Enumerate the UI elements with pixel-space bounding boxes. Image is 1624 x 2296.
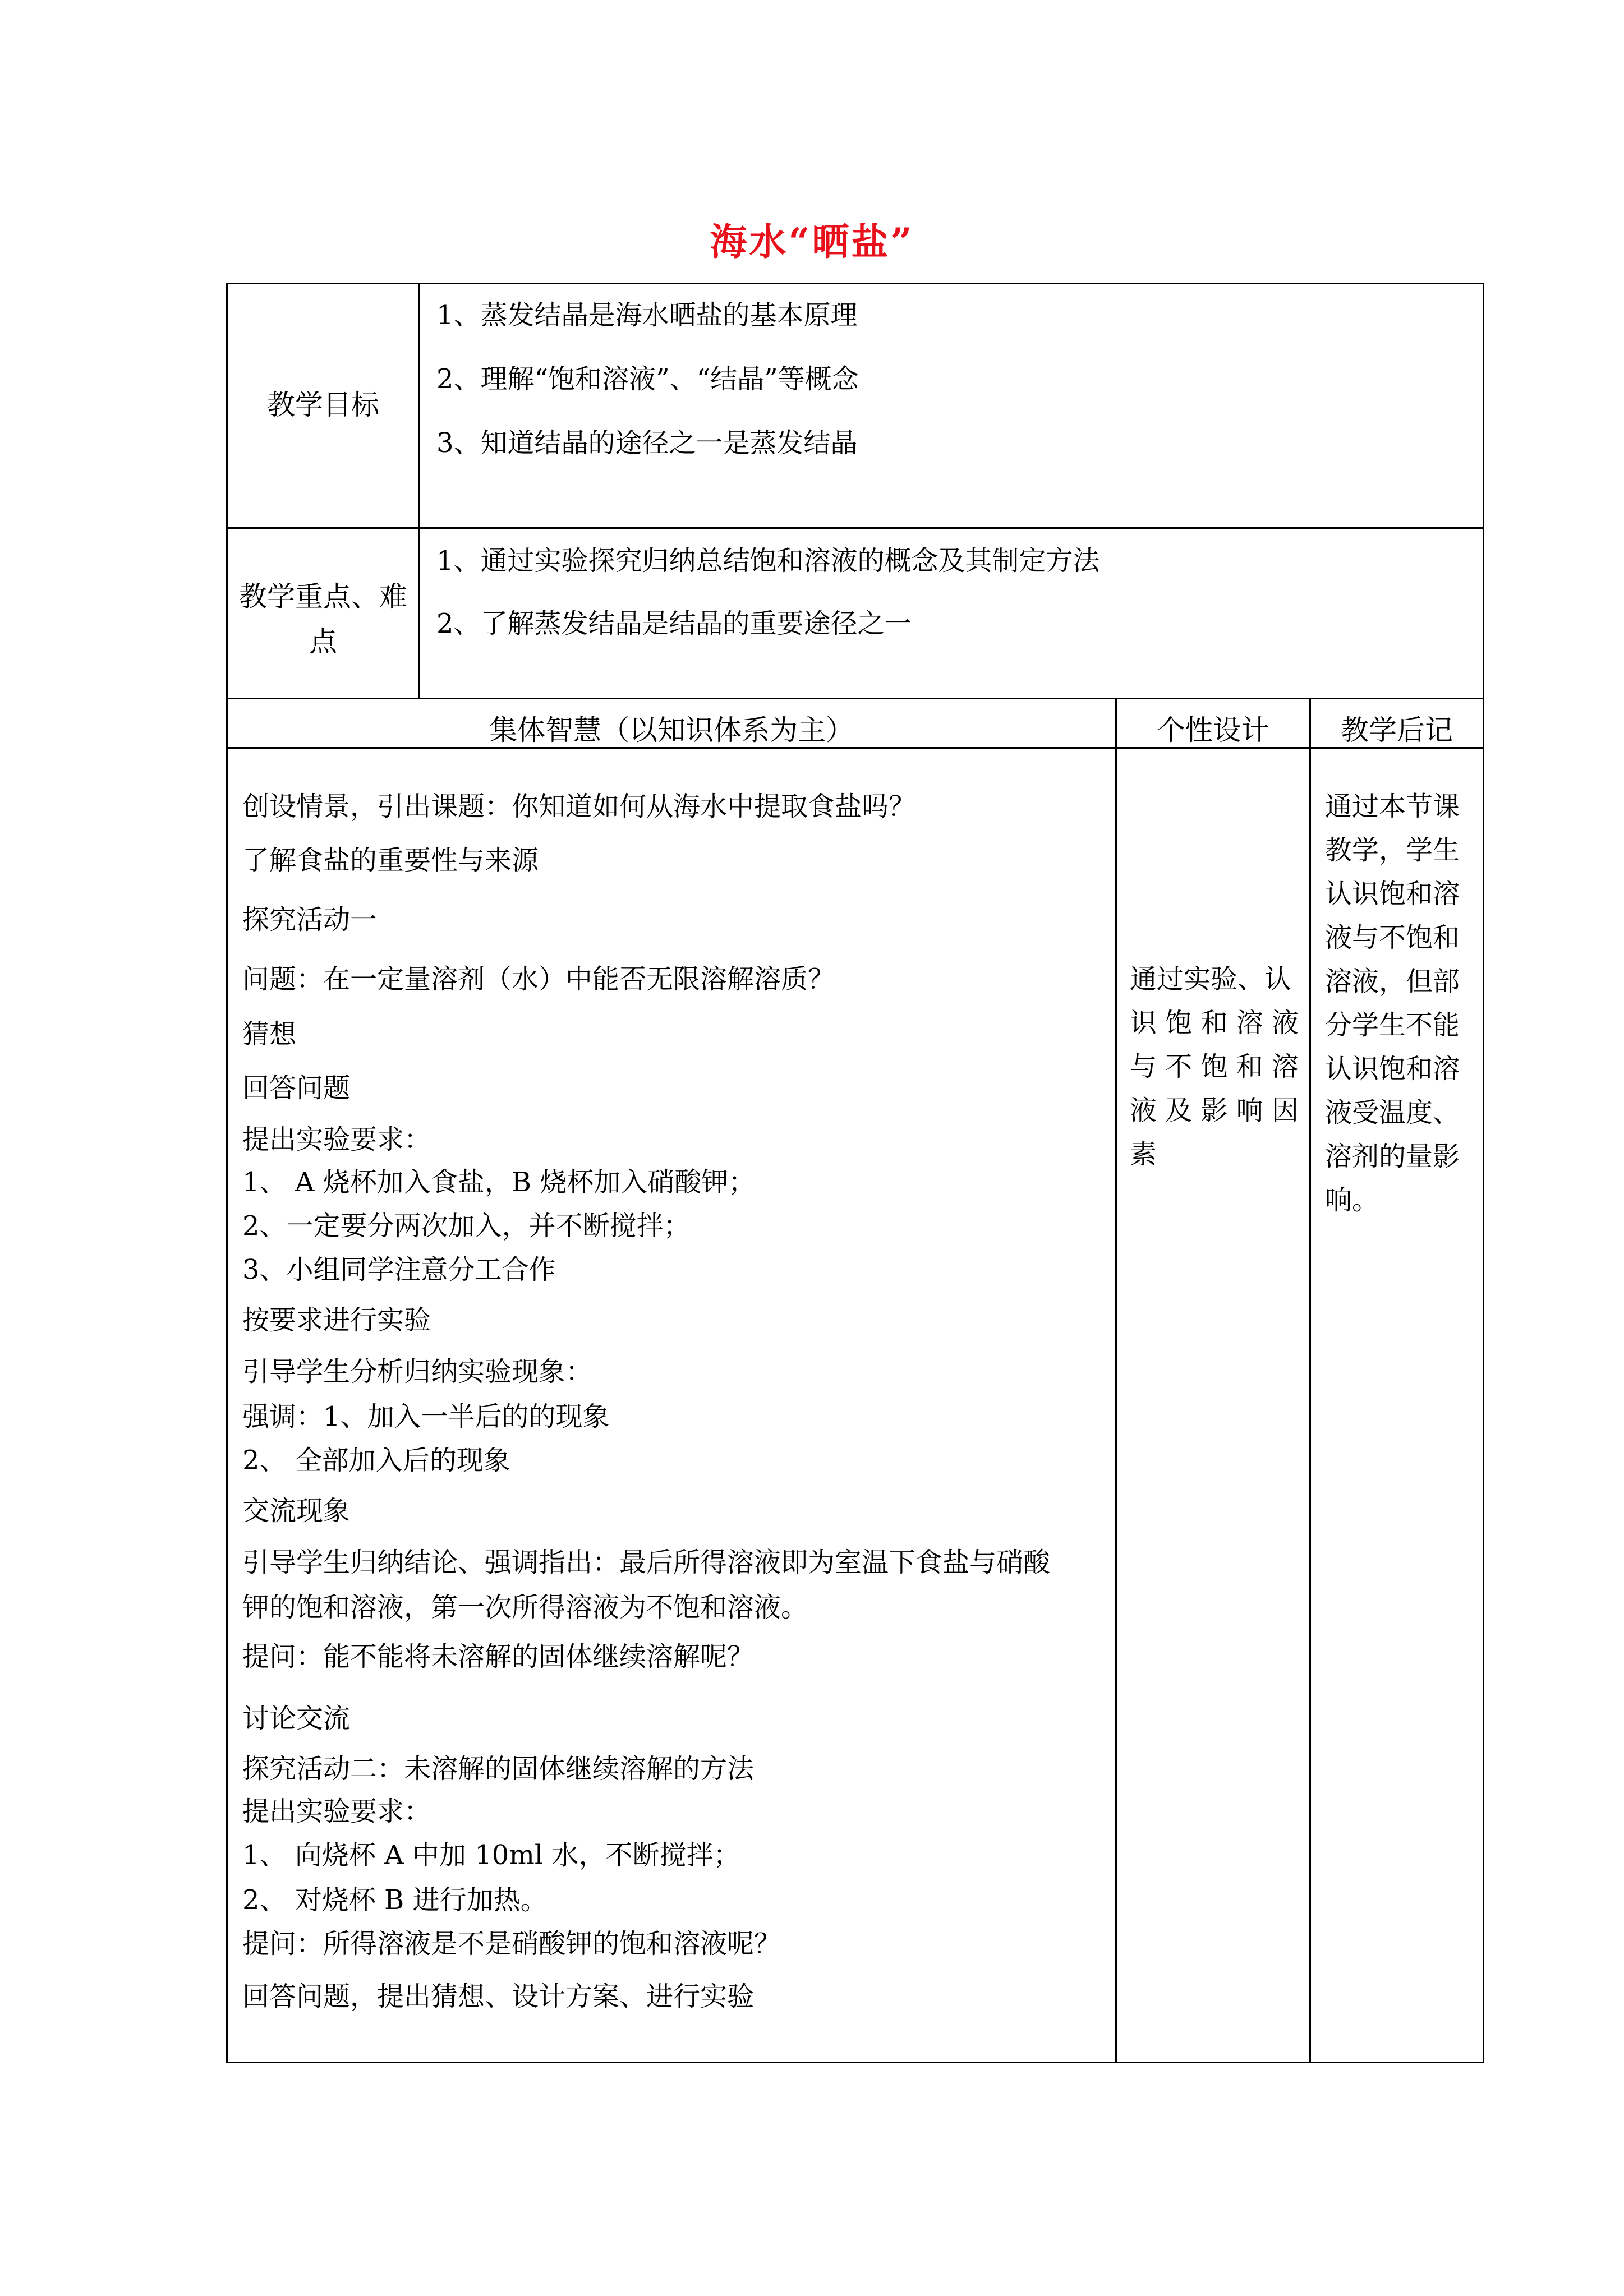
objectives-label: 教学目标 (267, 389, 379, 421)
design-line: 液 及 影 响 因 (1130, 1095, 1299, 1126)
content-line: 2、一定要分两次加入，并不断搅拌； (242, 1210, 691, 1242)
content-line: 2、 对烧杯 B 进行加热。 (242, 1884, 548, 1916)
keypoints-label-line: 教学重点、难 (239, 580, 407, 613)
content-line: 交流现象 (242, 1495, 351, 1527)
content-line: 提问：能不能将未溶解的固体继续溶解呢？ (242, 1641, 755, 1672)
content-line: 2、 全部加入后的现象 (242, 1445, 510, 1476)
objective-item: 3、知道结晶的途径之一是蒸发结晶 (436, 427, 858, 459)
content-line: 探究活动二：未溶解的固体继续溶解的方法 (242, 1753, 755, 1785)
keypoint-item: 2、了解蒸发结晶是结晶的重要途径之一 (436, 608, 912, 639)
design-line: 识 饱 和 溶 液 (1130, 1007, 1299, 1039)
objective-item: 1、蒸发结晶是海水晒盐的基本原理 (436, 299, 858, 331)
table-border-left (226, 283, 228, 2063)
reflection-column-divider (1309, 698, 1311, 2063)
content-line: 创设情景，引出课题：你知道如何从海水中提取食盐吗？ (242, 791, 916, 822)
content-line: 按要求进行实验 (242, 1304, 431, 1336)
reflection-line: 认识饱和溶 (1325, 878, 1460, 910)
content-line: 提问：所得溶液是不是硝酸钾的饱和溶液呢？ (242, 1928, 781, 1960)
header-reflection: 教学后记 (1341, 714, 1453, 746)
row-divider-2 (226, 698, 1484, 699)
row-divider-1 (226, 527, 1484, 529)
keypoint-item: 1、通过实验探究归纳总结饱和溶液的概念及其制定方法 (436, 545, 1100, 577)
table-border-right (1483, 283, 1484, 2063)
reflection-line: 分学生不能 (1325, 1009, 1460, 1041)
keypoints-label (228, 580, 418, 658)
reflection-line: 通过本节课 (1325, 791, 1460, 822)
design-line: 与 不 饱 和 溶 (1130, 1051, 1299, 1082)
table-border-bottom (226, 2062, 1484, 2063)
reflection-line: 液与不饱和 (1325, 922, 1460, 953)
table-border-top (226, 283, 1484, 284)
reflection-line: 液受温度、 (1325, 1097, 1460, 1128)
content-line: 1、 向烧杯 A 中加 10ml 水，不断搅拌； (242, 1839, 740, 1871)
content-line: 问题：在一定量溶剂（水）中能否无限溶解溶质？ (242, 963, 835, 995)
content-line: 猜想 (242, 1018, 297, 1050)
keypoints-label-line: 点 (309, 625, 337, 658)
content-line: 强调：1、加入一半后的的现象 (242, 1401, 610, 1432)
content-line: 3、小组同学注意分工合作 (242, 1254, 556, 1285)
content-line: 回答问题，提出猜想、设计方案、进行实验 (242, 1981, 755, 2012)
content-line: 了解食盐的重要性与来源 (242, 845, 539, 876)
reflection-line: 溶液，但部 (1325, 966, 1460, 997)
content-line: 回答问题 (242, 1072, 351, 1104)
content-line: 讨论交流 (242, 1703, 351, 1734)
label-column-divider (418, 283, 420, 698)
content-line: 钾的饱和溶液，第一次所得溶液为不饱和溶液。 (242, 1592, 808, 1623)
content-line: 探究活动一 (242, 904, 378, 935)
reflection-line: 响。 (1325, 1184, 1379, 1216)
page-title: 海水“晒盐” (710, 220, 914, 264)
content-line: 提出实验要求： (242, 1796, 431, 1827)
design-column-divider (1115, 698, 1117, 2063)
reflection-line: 教学，学生 (1325, 835, 1460, 866)
content-line: 提出实验要求： (242, 1124, 431, 1155)
design-line: 通过实验、认 (1130, 963, 1292, 995)
reflection-line: 认识饱和溶 (1325, 1053, 1460, 1085)
content-line: 引导学生归纳结论、强调指出：最后所得溶液即为室温下食盐与硝酸 (242, 1547, 1051, 1578)
header-design: 个性设计 (1157, 714, 1269, 746)
design-line: 素 (1130, 1138, 1157, 1170)
content-line: 1、 A 烧杯加入食盐，B 烧杯加入硝酸钾； (242, 1167, 756, 1198)
reflection-line: 溶剂的量影 (1325, 1141, 1460, 1172)
objective-item: 2、理解“饱和溶液”、“结晶”等概念 (436, 363, 859, 395)
content-line: 引导学生分析归纳实验现象： (242, 1356, 593, 1387)
header-collective: 集体智慧（以知识体系为主） (489, 714, 854, 746)
